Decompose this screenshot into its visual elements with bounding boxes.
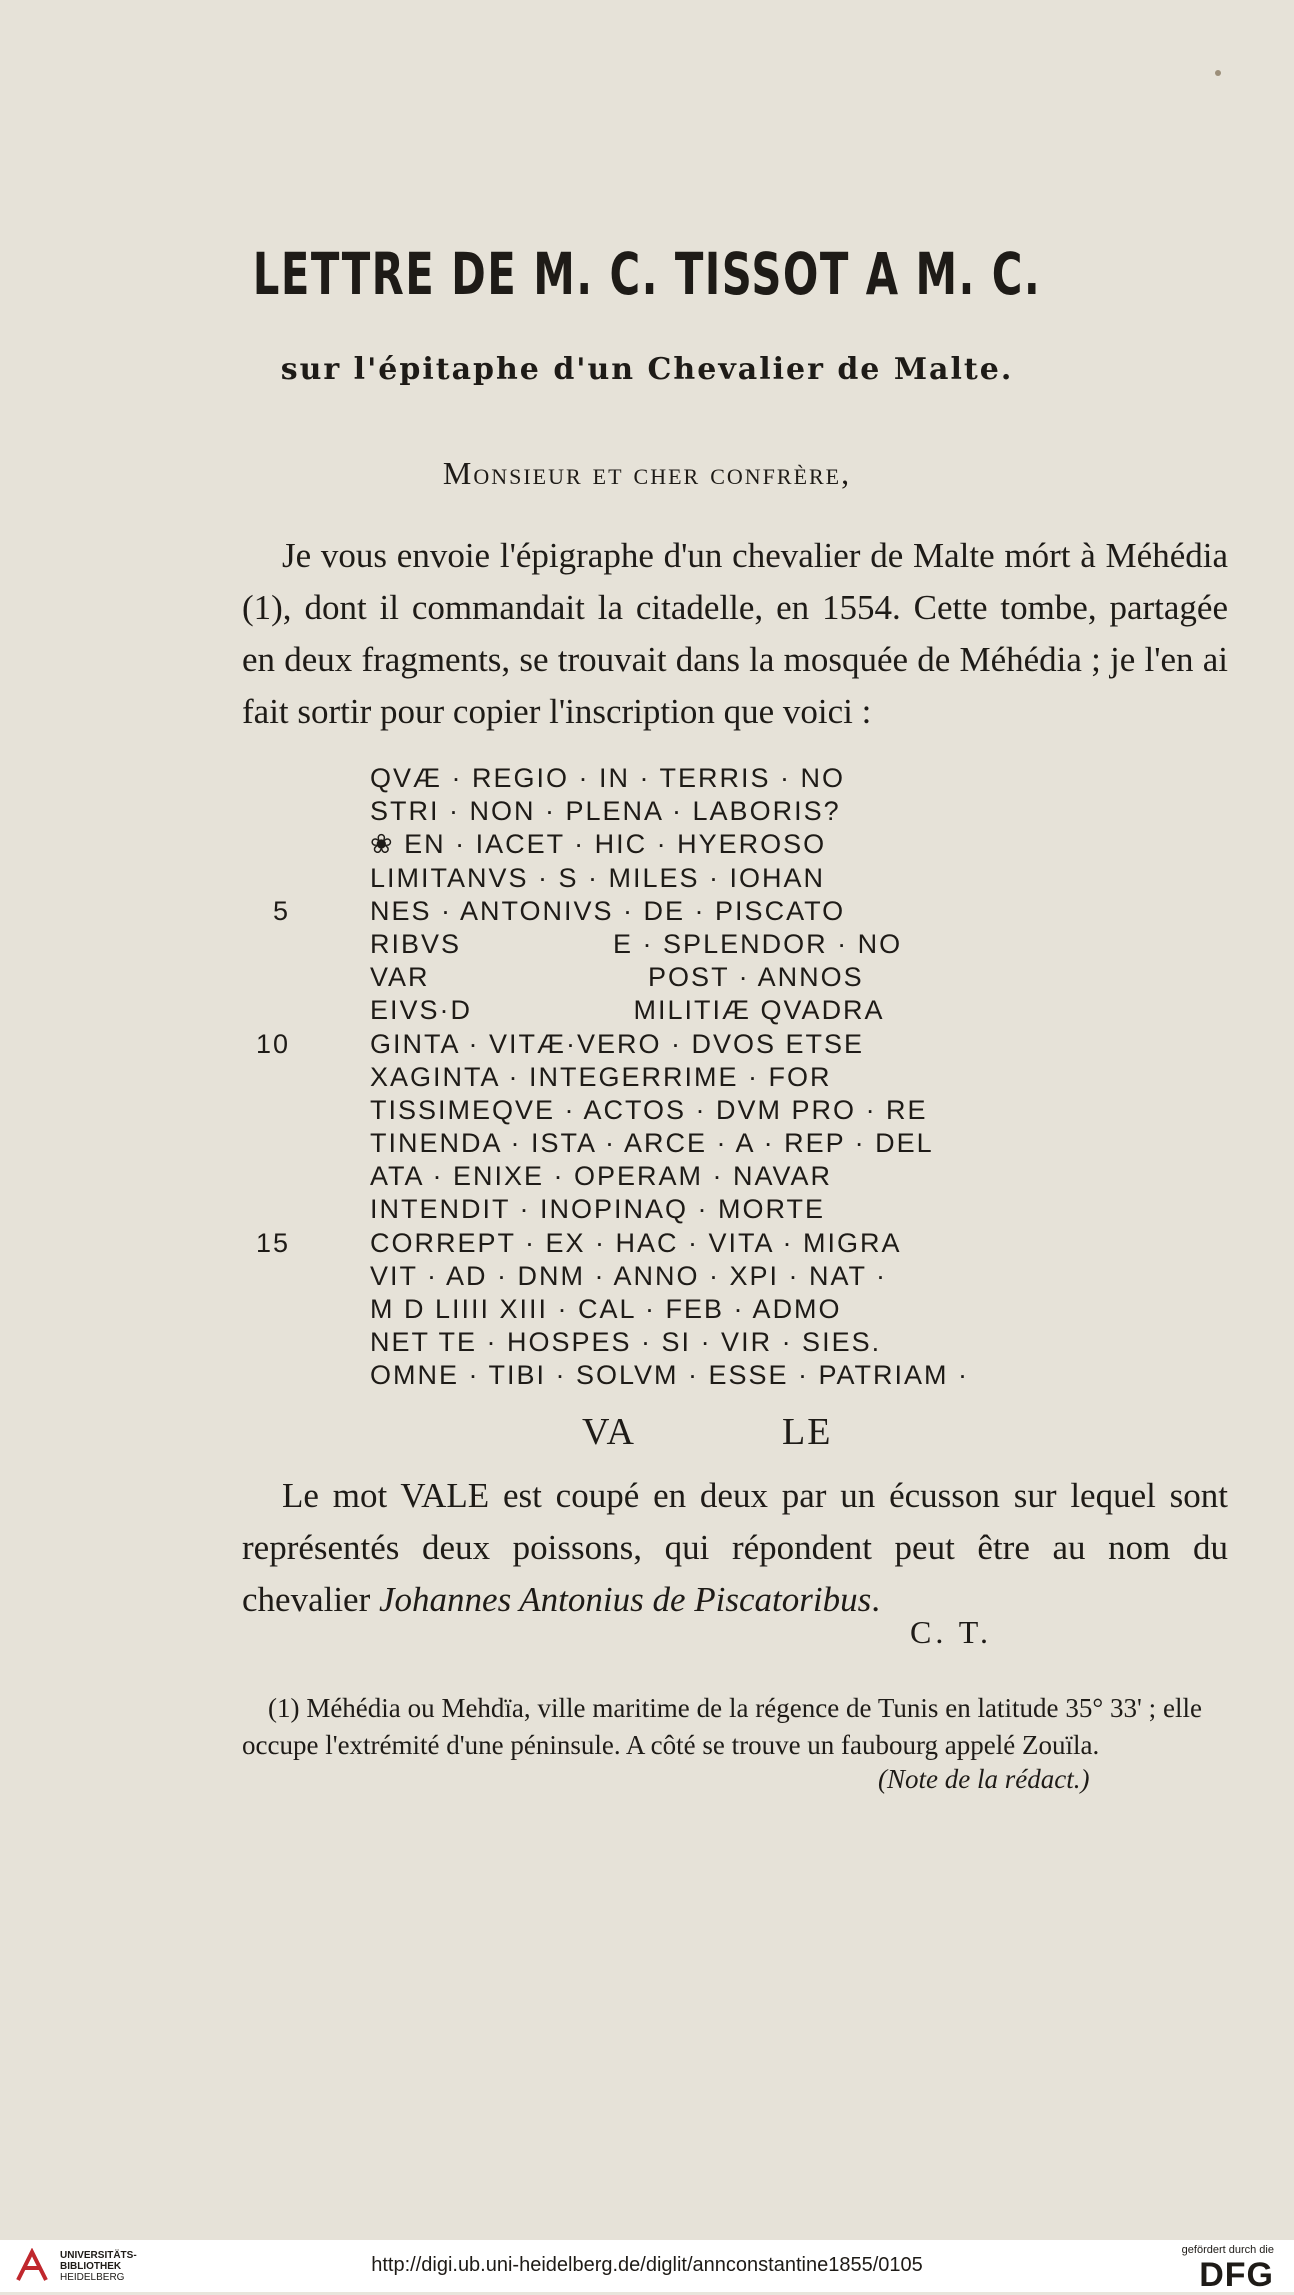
inscription-text: ❀ EN · IACET · HIC · HYEROSO: [370, 829, 827, 860]
inscription-line: [370, 828, 1010, 861]
inscription-line: [370, 1293, 1010, 1326]
funded-by-label: gefördert durch die: [1181, 2244, 1274, 2256]
signature: C. T.: [910, 1614, 992, 1650]
inscription-line: [370, 1094, 1010, 1127]
vale-right: LE: [782, 1411, 833, 1453]
inscription-line: [370, 1061, 1010, 1094]
inscription-line: [272, 895, 1010, 928]
inscription-text: NET TE · HOSPES · SI · VIR · SIES.: [370, 1327, 882, 1358]
inscription-line: [370, 1160, 1010, 1193]
inscription-line: [370, 1359, 1010, 1392]
inscription-line: [370, 1127, 1010, 1160]
epitaph-inscription: [255, 762, 1010, 1393]
inscription-text: LIMITANVS · S · MILES · IOHAN: [370, 862, 826, 893]
inscription-text: CORREPT · EX · HAC · VITA · MIGRA: [370, 1227, 902, 1258]
inscription-line: [370, 994, 1010, 1027]
line-number: 5: [272, 895, 290, 926]
page-title: LETTRE DE M. C. TISSOT A M. C.: [252, 240, 1042, 308]
inscription-text: TISSIMEQVE · ACTOS · DVM PRO · RE: [370, 1094, 928, 1125]
knight-name: Johannes Antonius de Piscatoribus: [379, 1580, 872, 1619]
inscription-text: M D LIIII XIII · CAL · FEB · ADMO: [370, 1294, 842, 1324]
page-subtitle: sur l'épitaphe d'un Chevalier de Malte.: [280, 352, 1014, 387]
closing-paragraph: [242, 1470, 1228, 1626]
inscription-text: TINENDA · ISTA · ARCE · A · REP · DEL: [370, 1128, 934, 1159]
inscription-line: [255, 1028, 1010, 1061]
line-number: 15: [255, 1227, 290, 1258]
editor-note: (Note de la rédact.): [878, 1764, 1090, 1794]
inscription-text: EIVS·D MILITIÆ QVADRA: [370, 995, 885, 1026]
inscription-text: ATA · ENIXE · OPERAM · NAVAR: [370, 1161, 833, 1192]
inscription-line: [370, 1326, 1010, 1359]
inscription-line: [370, 762, 1010, 795]
vale-left: VA: [582, 1411, 636, 1453]
inscription-text: XAGINTA · INTEGERRIME · FOR: [370, 1061, 832, 1092]
intro-paragraph: Je vous envoie l'épigraphe d'un chevalier de Malte mórt à Méhédia (1), dont il commandait la citadelle, en 1554. Cette tombe, partagée en deux fragments, se trouvait dans la mosquée de Méhédia ; je l'en ai fait sortir pour copier l'inscription que voici :: [242, 536, 1228, 731]
library-line-3: HEIDELBERG: [60, 2272, 125, 2283]
inscription-text: INTENDIT · INOPINAQ · MORTE: [370, 1194, 826, 1225]
closing-period: .: [871, 1580, 880, 1619]
inscription-text: NES · ANTONIVS · DE · PISCATO: [370, 895, 846, 926]
inscription-line: [370, 862, 1010, 895]
source-url-link[interactable]: http://digi.ub.uni-heidelberg.de/diglit/annconstantine1855/0105: [371, 2254, 923, 2276]
inscription-text: GINTA · VITÆ·VERO · DVOS ETSE: [370, 1028, 865, 1059]
inscription-text: RIBVS E · SPLENDOR · NO: [370, 928, 903, 959]
inscription-text: OMNE · TIBI · SOLVM · ESSE · PATRIAM ·: [370, 1360, 970, 1391]
inscription-text: STRI · NON · PLENA · LABORIS?: [370, 796, 841, 827]
line-number: 10: [255, 1028, 290, 1059]
inscription-line: [370, 1193, 1010, 1226]
inscription-line: [370, 961, 1010, 994]
footnote: (1) Méhédia ou Mehdïa, ville maritime de la régence de Tunis en latitude 35° 33' ; elle occupe l'extrémité d'une péninsule. A côté se trouve un faubourg appelé Zouïla.: [242, 1693, 1202, 1760]
salutation: Monsieur et cher confrère,: [442, 455, 852, 491]
footer-bar: [0, 2240, 1294, 2292]
library-line-2: BIBLIOTHEK: [60, 2261, 122, 2272]
inscription-line: [370, 795, 1010, 828]
inscription-line: [370, 1260, 1010, 1293]
inscription-text: VIT · AD · DNM · ANNO · XPI · NAT ·: [370, 1260, 888, 1291]
inscription-text: VAR POST · ANNOS: [370, 962, 864, 993]
inscription-line: [255, 1227, 1010, 1260]
inscription-line: [370, 928, 1010, 961]
dfg-logo: DFG: [1199, 2256, 1274, 2294]
closing-text: Le mot VALE est coupé en deux par un écusson sur lequel sont représentés deux poissons, qui répondent peut être au nom du chevalier: [242, 1476, 1228, 1619]
library-line-1: UNIVERSITÄTS-: [60, 2250, 137, 2261]
inscription-text: QVÆ · REGIO · IN · TERRIS · NO: [370, 763, 846, 793]
ink-speck: [1215, 70, 1221, 76]
